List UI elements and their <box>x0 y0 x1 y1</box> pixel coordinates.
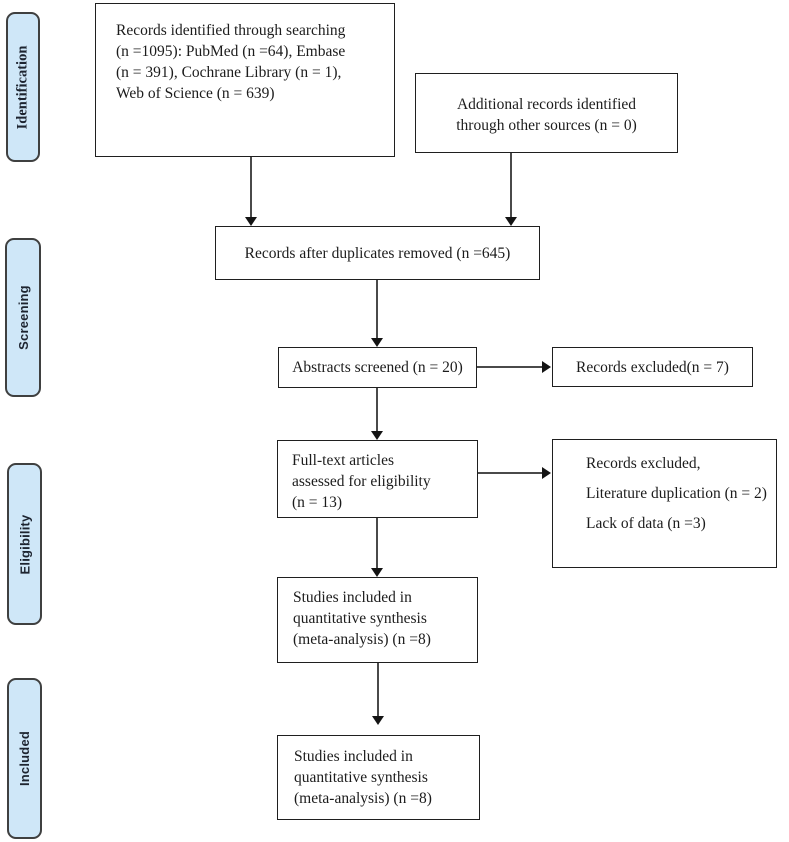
arrow-down-icon <box>505 217 517 226</box>
arrow-down-icon <box>371 568 383 577</box>
box-additional-records <box>415 73 678 153</box>
box-records-excluded-screening-text: Records excluded(n = 7) <box>576 358 729 376</box>
arrow-identified-to-duplicates-line <box>250 157 252 218</box>
stage-label-screening-text: Screening <box>15 285 31 350</box>
box-fulltext-assessed <box>277 440 478 518</box>
box-fulltext-assessed-line-1: Full-text articles <box>292 452 395 469</box>
box-included-quantitative-1-line-3: (meta-analysis) (n =8) <box>293 631 431 648</box>
box-records-identified-line-1: Records identified through searching <box>116 22 346 39</box>
box-additional-records-line-1: Additional records identified <box>456 96 637 113</box>
arrow-abstracts-to-fulltext-line <box>376 388 378 432</box>
box-records-identified-line-3: (n = 391), Cochrane Library (n = 1), <box>116 64 342 81</box>
arrow-duplicates-to-abstracts-line <box>376 280 378 339</box>
arrow-right-icon <box>542 361 551 373</box>
box-included-quantitative-2-line-3: (meta-analysis) (n =8) <box>294 790 432 807</box>
box-fulltext-assessed-line-2: assessed for eligibility <box>292 473 431 490</box>
arrow-included1-to-included2-line <box>377 663 379 717</box>
arrow-fulltext-to-excluded-line <box>478 472 543 474</box>
stage-label-included <box>7 678 42 839</box>
box-included-quantitative-2 <box>277 735 480 820</box>
box-records-identified <box>95 3 395 157</box>
stage-label-identification <box>6 12 40 162</box>
box-included-quantitative-1 <box>277 577 478 663</box>
arrow-down-icon <box>371 431 383 440</box>
box-included-quantitative-1-line-1: Studies included in <box>293 589 412 606</box>
box-abstracts-screened-text: Abstracts screened (n = 20) <box>292 359 463 376</box>
box-fulltext-assessed-line-3: (n = 13) <box>292 494 343 511</box>
arrow-down-icon <box>245 217 257 226</box>
stage-label-identification-text: Identification <box>14 45 31 129</box>
stage-label-eligibility-text: Eligibility <box>17 514 33 574</box>
arrow-fulltext-to-included1-line <box>376 518 378 569</box>
box-included-quantitative-2-line-2: quantitative synthesis <box>294 769 428 786</box>
box-abstracts-screened <box>278 347 477 388</box>
arrow-abstracts-to-excluded-line <box>477 366 543 368</box>
stage-label-included-text: Included <box>17 730 32 787</box>
box-additional-records-line-2: through other sources (n = 0) <box>456 117 637 134</box>
stage-label-eligibility <box>7 463 42 625</box>
box-records-excluded-eligibility-para-2: Literature duplication (n = 2) <box>586 485 767 502</box>
arrow-down-icon <box>372 716 384 725</box>
arrow-right-icon <box>542 467 551 479</box>
box-records-identified-line-4: Web of Science (n = 639) <box>116 85 275 102</box>
arrow-additional-to-duplicates-line <box>510 153 512 218</box>
box-records-excluded-eligibility <box>552 439 777 568</box>
box-records-excluded-screening <box>552 347 753 387</box>
box-included-quantitative-2-line-1: Studies included in <box>294 748 413 765</box>
box-records-excluded-eligibility-para-3: Lack of data (n =3) <box>586 515 706 532</box>
box-records-identified-line-2: (n =1095): PubMed (n =64), Embase <box>116 43 346 60</box>
box-duplicates-removed-text: Records after duplicates removed (n =645) <box>244 244 511 262</box>
stage-label-screening <box>5 238 41 397</box>
box-records-excluded-eligibility-para-1: Records excluded, <box>586 455 701 472</box>
box-included-quantitative-1-line-2: quantitative synthesis <box>293 610 427 627</box>
box-duplicates-removed <box>215 226 540 280</box>
arrow-down-icon <box>371 338 383 347</box>
